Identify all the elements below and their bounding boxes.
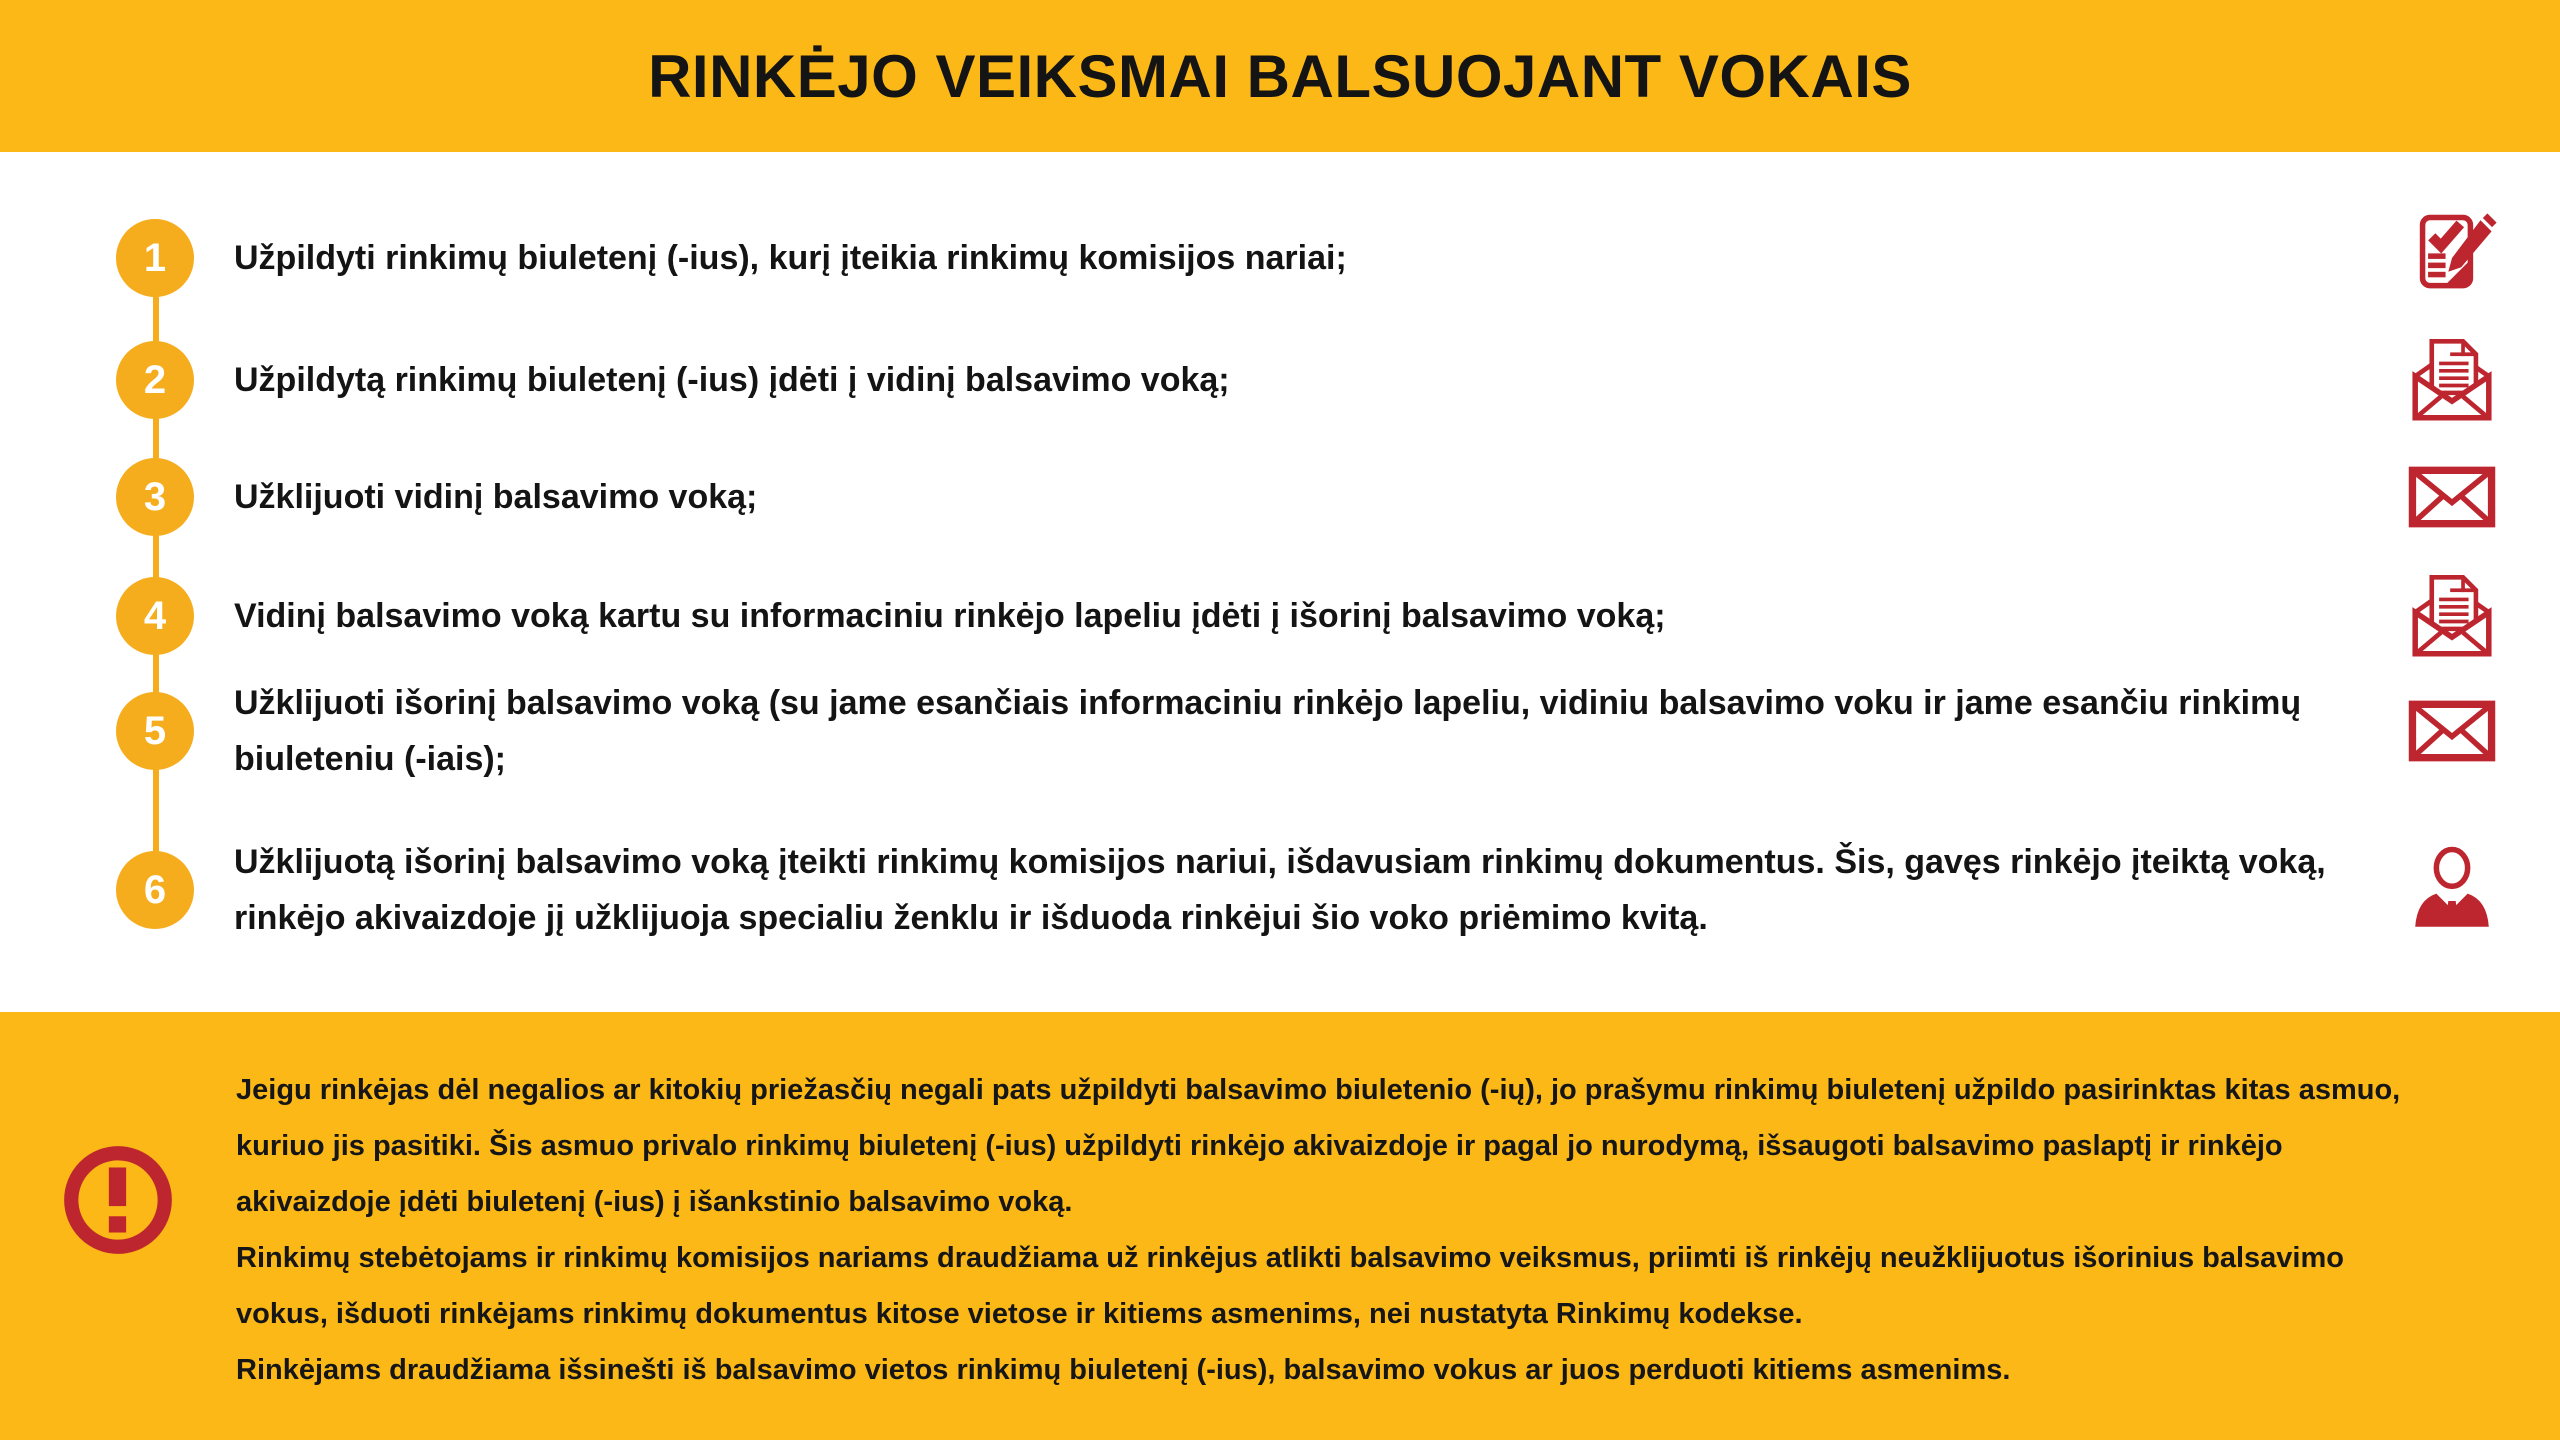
step-text: Užklijuoti išorinį balsavimo voką (su jame esančiais informaciniu rinkėjo lapeliu, vidiniu balsavimo voku ir jame esančiu rinkimų biuleteniu (-iais); — [234, 684, 2302, 778]
notice-text-block — [236, 1062, 2426, 1398]
step-text: Užpildyti rinkimų biuletenį (-ius), kurį įteikia rinkimų komisijos nariai; — [234, 239, 1347, 277]
sealed-envelope-icon — [2406, 451, 2498, 543]
page-title: RINKĖJO VEIKSMAI BALSUOJANT VOKAIS — [648, 42, 1912, 110]
step-row-5 — [0, 675, 2560, 787]
step-text: Užklijuoti vidinį balsavimo voką; — [234, 478, 758, 516]
notice-paragraph: Jeigu rinkėjas dėl negalios ar kitokių priežasčių negali pats užpildyti balsavimo biuletenio (-ių), jo prašymu rinkimų biuletenį užpildo pasirinktas kitas asmuo, kuriuo jis pasitiki. Šis asmuo privalo rinkimų biuletenį (-ius) užpildyti rinkėjo akivaizdoje ir pagal jo nurodymą, išsaugoti balsavimo paslaptį ir rinkėjo akivaizdoje įdėti biuletenį (-ius) į išankstinio balsavimo voką. — [236, 1074, 2401, 1218]
step-text: Užpildytą rinkimų biuletenį (-ius) įdėti į vidinį balsavimo voką; — [234, 361, 1230, 399]
step-number-badge: 5 — [116, 692, 194, 770]
open-envelope-letter-icon — [2406, 334, 2498, 426]
notice-section — [0, 1012, 2560, 1440]
ballot-pencil-icon — [2406, 212, 2498, 304]
step-number-badge: 6 — [116, 851, 194, 929]
step-number-badge: 1 — [116, 219, 194, 297]
header-band — [0, 0, 2560, 152]
step-row-2 — [0, 341, 2560, 419]
sealed-envelope-icon — [2406, 685, 2498, 777]
open-envelope-letter-icon — [2406, 570, 2498, 662]
step-text: Vidinį balsavimo voką kartu su informaciniu rinkėjo lapeliu įdėti į išorinį balsavimo voką; — [234, 597, 1666, 635]
step-row-1 — [0, 219, 2560, 297]
step-number-badge: 4 — [116, 577, 194, 655]
step-number-badge: 3 — [116, 458, 194, 536]
step-row-6 — [0, 834, 2560, 946]
step-row-3 — [0, 458, 2560, 536]
notice-paragraph: Rinkimų stebėtojams ir rinkimų komisijos nariams draudžiama už rinkėjus atlikti balsavimo veiksmus, priimti iš rinkėjų neužklijuotus išorinius balsavimo vokus, išduoti rinkėjams rinkimų dokumentus kitose vietose ir kitiems asmenims, nei nustatyta Rinkimų kodekse. — [236, 1242, 2344, 1330]
warning-exclamation-icon — [56, 1138, 180, 1262]
step-row-4 — [0, 577, 2560, 655]
official-person-icon — [2406, 844, 2498, 936]
step-text: Užklijuotą išorinį balsavimo voką įteikti rinkimų komisijos nariui, išdavusiam rinkimų dokumentus. Šis, gavęs rinkėjo įteiktą voką, rinkėjo akivaizdoje jį užklijuoja specialiu ženklu ir išduoda rinkėjui šio voko priėmimo kvitą. — [234, 843, 2326, 937]
step-number-badge: 2 — [116, 341, 194, 419]
steps-section — [0, 152, 2560, 1012]
notice-paragraph: Rinkėjams draudžiama išsinešti iš balsavimo vietos rinkimų biuletenį (-ius), balsavimo vokus ar juos perduoti kitiems asmenims. — [236, 1354, 2011, 1386]
